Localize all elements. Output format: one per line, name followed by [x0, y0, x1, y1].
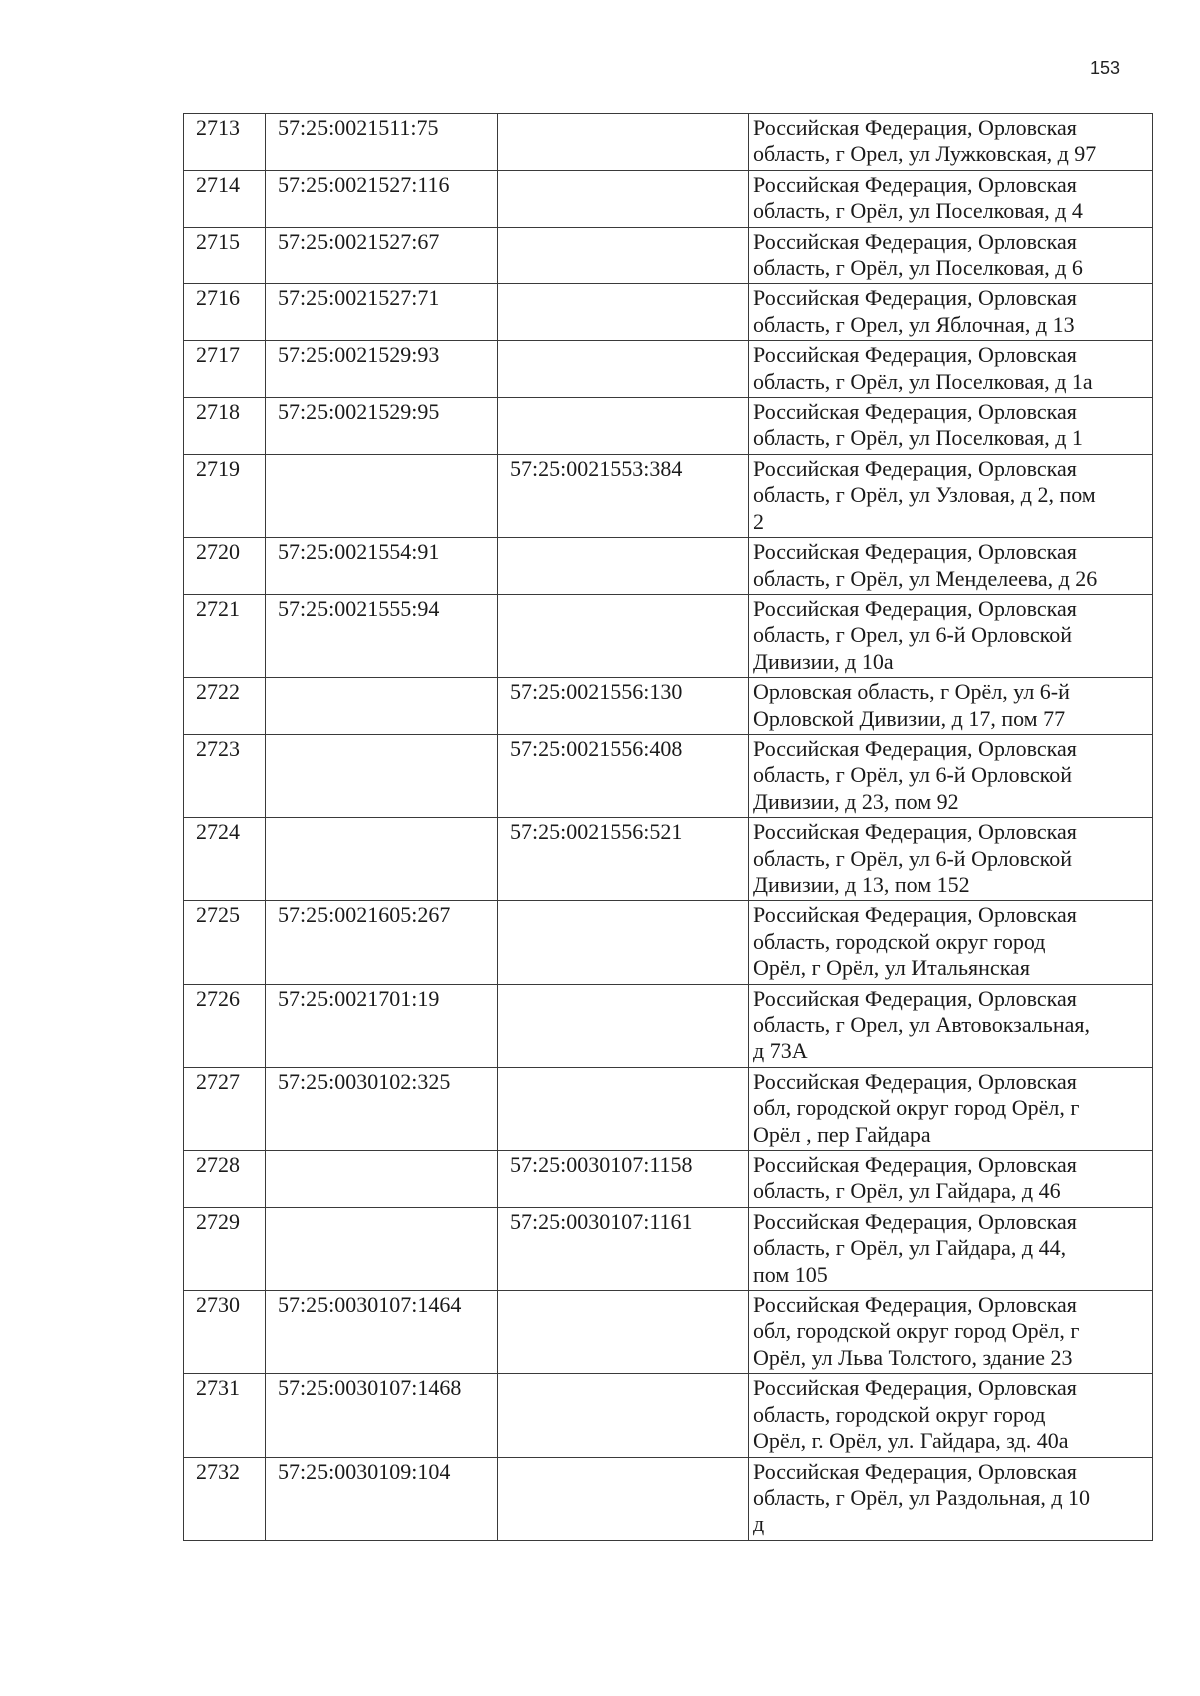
row-number-cell: 2721 [184, 594, 266, 677]
address-cell [749, 818, 1153, 901]
premises-cadastral-number-cell [498, 1067, 749, 1150]
table-row [184, 284, 1153, 341]
address-cell [749, 594, 1153, 677]
row-number-cell: 2730 [184, 1291, 266, 1374]
address-line: область, городской округ город [753, 928, 1046, 954]
row-number-cell: 2713 [184, 114, 266, 171]
premises-cadastral-number-cell [498, 594, 749, 677]
registry-table [183, 113, 1153, 1541]
address-cell [749, 1207, 1153, 1290]
table-row [184, 170, 1153, 227]
premises-cadastral-number-cell [498, 114, 749, 171]
row-number-cell: 2719 [184, 454, 266, 537]
row-number-cell: 2720 [184, 538, 266, 595]
table-row [184, 901, 1153, 984]
address-cell [749, 1291, 1153, 1374]
cadastral-number-cell: 57:25:0030107:1468 [266, 1374, 498, 1457]
address-line: Орёл, г Орёл, ул Итальянская [753, 955, 1030, 981]
address-line: область, г Орёл, ул Гайдара, д 44, [753, 1235, 1067, 1261]
table-row [184, 594, 1153, 677]
address-line: 2 [753, 508, 764, 534]
address-line: область, г Орёл, ул Поселковая, д 4 [753, 198, 1083, 224]
address-line: Российская Федерация, Орловская [753, 285, 1077, 311]
cadastral-number-cell: 57:25:0021527:67 [266, 227, 498, 284]
address-line: Российская Федерация, Орловская [753, 228, 1077, 254]
table-row [184, 1291, 1153, 1374]
address-line: область, г Орёл, ул Поселковая, д 6 [753, 255, 1083, 281]
table-row [184, 1067, 1153, 1150]
premises-cadastral-number-cell: 57:25:0021556:408 [498, 734, 749, 817]
row-number-cell: 2727 [184, 1067, 266, 1150]
address-line: Российская Федерация, Орловская [753, 539, 1077, 565]
table-row [184, 734, 1153, 817]
address-line: Дивизии, д 10а [753, 648, 894, 674]
address-line: д [753, 1511, 765, 1537]
address-cell [749, 1374, 1153, 1457]
address-line: область, г Орёл, ул Поселковая, д 1 [753, 425, 1083, 451]
cadastral-number-cell: 57:25:0030102:325 [266, 1067, 498, 1150]
address-line: Орёл, ул Льва Толстого, здание 23 [753, 1344, 1073, 1370]
address-cell [749, 538, 1153, 595]
cadastral-number-cell: 57:25:0030109:104 [266, 1457, 498, 1540]
row-number-cell: 2722 [184, 678, 266, 735]
address-line: Российская Федерация, Орловская [753, 902, 1077, 928]
address-cell [749, 984, 1153, 1067]
address-line: д 73А [753, 1038, 808, 1064]
address-line: Российская Федерация, Орловская [753, 1152, 1077, 1178]
premises-cadastral-number-cell [498, 170, 749, 227]
row-number-cell: 2732 [184, 1457, 266, 1540]
premises-cadastral-number-cell [498, 984, 749, 1067]
row-number-cell: 2729 [184, 1207, 266, 1290]
cadastral-number-cell [266, 734, 498, 817]
address-line: область, г Орёл, ул Раздольная, д 10 [753, 1484, 1091, 1510]
address-line: область, г Орёл, ул 6-й Орловской [753, 762, 1073, 788]
row-number-cell: 2731 [184, 1374, 266, 1457]
address-line: область, г Орёл, ул Узловая, д 2, пом [753, 482, 1096, 508]
table-row [184, 227, 1153, 284]
row-number-cell: 2715 [184, 227, 266, 284]
row-number-cell: 2714 [184, 170, 266, 227]
address-line: Дивизии, д 13, пом 152 [753, 871, 970, 897]
address-line: Российская Федерация, Орловская [753, 985, 1077, 1011]
cadastral-number-cell [266, 1207, 498, 1290]
premises-cadastral-number-cell [498, 284, 749, 341]
row-number-cell: 2725 [184, 901, 266, 984]
address-line: Российская Федерация, Орловская [753, 1208, 1077, 1234]
address-line: Орёл , пер Гайдара [753, 1121, 931, 1147]
table-row [184, 454, 1153, 537]
address-line: область, г Орёл, ул Поселковая, д 1а [753, 368, 1093, 394]
premises-cadastral-number-cell [498, 1291, 749, 1374]
premises-cadastral-number-cell [498, 341, 749, 398]
premises-cadastral-number-cell: 57:25:0021553:384 [498, 454, 749, 537]
address-line: Дивизии, д 23, пом 92 [753, 788, 959, 814]
address-line: Орловской Дивизии, д 17, пом 77 [753, 705, 1066, 731]
address-line: Российская Федерация, Орловская [753, 455, 1077, 481]
premises-cadastral-number-cell [498, 538, 749, 595]
address-line: Российская Федерация, Орловская [753, 342, 1077, 368]
premises-cadastral-number-cell [498, 1374, 749, 1457]
row-number-cell: 2717 [184, 341, 266, 398]
cadastral-number-cell [266, 818, 498, 901]
address-line: область, г Орел, ул Лужковская, д 97 [753, 141, 1097, 167]
cadastral-number-cell [266, 1151, 498, 1208]
cadastral-number-cell: 57:25:0030107:1464 [266, 1291, 498, 1374]
address-cell [749, 454, 1153, 537]
address-line: область, г Орёл, ул Менделеева, д 26 [753, 565, 1098, 591]
address-line: область, г Орел, ул Яблочная, д 13 [753, 311, 1075, 337]
cadastral-number-cell: 57:25:0021511:75 [266, 114, 498, 171]
address-line: Российская Федерация, Орловская [753, 1068, 1077, 1094]
table-row [184, 398, 1153, 455]
address-line: Российская Федерация, Орловская [753, 595, 1077, 621]
table-row [184, 1374, 1153, 1457]
cadastral-number-cell: 57:25:0021527:116 [266, 170, 498, 227]
cadastral-number-cell: 57:25:0021529:93 [266, 341, 498, 398]
address-line: обл, городской округ город Орёл, г [753, 1318, 1080, 1344]
premises-cadastral-number-cell [498, 227, 749, 284]
table-row [184, 538, 1153, 595]
address-line: Российская Федерация, Орловская [753, 1458, 1077, 1484]
premises-cadastral-number-cell: 57:25:0030107:1161 [498, 1207, 749, 1290]
address-cell [749, 341, 1153, 398]
premises-cadastral-number-cell [498, 901, 749, 984]
premises-cadastral-number-cell: 57:25:0021556:130 [498, 678, 749, 735]
row-number-cell: 2724 [184, 818, 266, 901]
address-cell [749, 1151, 1153, 1208]
table-row [184, 1207, 1153, 1290]
address-line: Российская Федерация, Орловская [753, 115, 1077, 140]
table-row [184, 818, 1153, 901]
cadastral-number-cell [266, 454, 498, 537]
address-cell [749, 734, 1153, 817]
address-line: обл, городской округ город Орёл, г [753, 1095, 1080, 1121]
cadastral-number-cell: 57:25:0021701:19 [266, 984, 498, 1067]
table-row [184, 1457, 1153, 1540]
row-number-cell: 2726 [184, 984, 266, 1067]
row-number-cell: 2723 [184, 734, 266, 817]
address-line: Российская Федерация, Орловская [753, 171, 1077, 197]
cadastral-number-cell: 57:25:0021605:267 [266, 901, 498, 984]
address-line: Российская Федерация, Орловская [753, 399, 1077, 425]
address-line: Российская Федерация, Орловская [753, 1292, 1077, 1318]
address-cell [749, 901, 1153, 984]
premises-cadastral-number-cell: 57:25:0030107:1158 [498, 1151, 749, 1208]
address-line: пом 105 [753, 1261, 828, 1287]
cadastral-number-cell: 57:25:0021555:94 [266, 594, 498, 677]
address-cell [749, 227, 1153, 284]
address-cell [749, 1067, 1153, 1150]
address-line: Орёл, г. Орёл, ул. Гайдара, зд. 40а [753, 1428, 1069, 1454]
address-line: область, г Орел, ул Автовокзальная, [753, 1012, 1090, 1037]
address-line: Орловская область, г Орёл, ул 6-й [753, 679, 1070, 705]
address-line: Российская Федерация, Орловская [753, 819, 1077, 845]
row-number-cell: 2718 [184, 398, 266, 455]
premises-cadastral-number-cell [498, 1457, 749, 1540]
registry-table-body [184, 114, 1153, 1541]
address-line: Российская Федерация, Орловская [753, 1375, 1077, 1401]
page-number: 153 [1089, 58, 1120, 78]
premises-cadastral-number-cell [498, 398, 749, 455]
address-line: область, городской округ город [753, 1401, 1046, 1427]
table-row [184, 984, 1153, 1067]
premises-cadastral-number-cell: 57:25:0021556:521 [498, 818, 749, 901]
cadastral-number-cell: 57:25:0021527:71 [266, 284, 498, 341]
address-cell [749, 678, 1153, 735]
cadastral-number-cell: 57:25:0021529:95 [266, 398, 498, 455]
address-cell [749, 170, 1153, 227]
address-cell [749, 398, 1153, 455]
row-number-cell: 2716 [184, 284, 266, 341]
cadastral-number-cell: 57:25:0021554:91 [266, 538, 498, 595]
address-line: область, г Орел, ул 6-й Орловской [753, 622, 1073, 648]
address-cell [749, 1457, 1153, 1540]
table-row [184, 114, 1153, 171]
table-row [184, 678, 1153, 735]
cadastral-number-cell [266, 678, 498, 735]
address-cell [749, 114, 1153, 171]
address-line: область, г Орёл, ул 6-й Орловской [753, 845, 1073, 871]
table-row [184, 1151, 1153, 1208]
address-line: область, г Орёл, ул Гайдара, д 46 [753, 1178, 1061, 1204]
table-row [184, 341, 1153, 398]
row-number-cell: 2728 [184, 1151, 266, 1208]
address-line: Российская Федерация, Орловская [753, 735, 1077, 761]
address-cell [749, 284, 1153, 341]
